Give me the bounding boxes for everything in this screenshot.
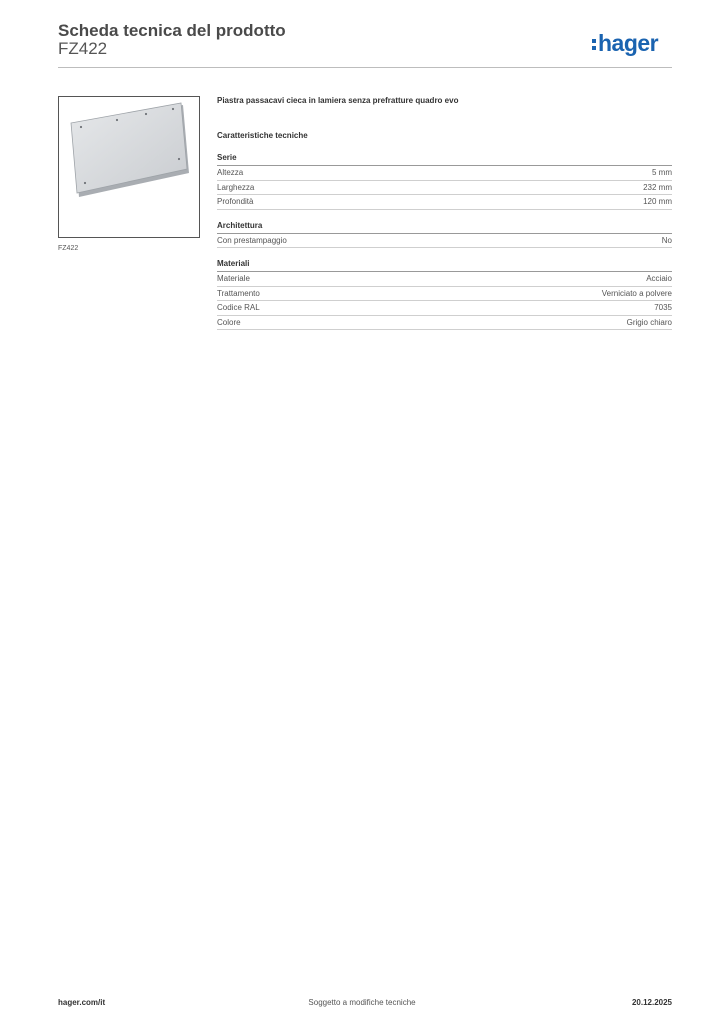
product-code: FZ422 [58,39,108,58]
logo-text: hager [598,29,659,56]
spec-group-materiali [217,259,672,330]
spec-value: 120 mm [643,197,672,206]
spec-row [217,181,672,196]
group-title: Architettura [217,221,672,234]
spec-label: Con prestampaggio [217,235,287,245]
cable-plate-image [59,97,199,237]
footer-website-link[interactable]: hager.com/it [58,998,106,1007]
spec-content [217,96,672,330]
group-title: Materiali [217,259,672,272]
product-image-frame [58,96,200,238]
section-title: Caratteristiche tecniche [217,131,308,140]
spec-value: Grigio chiaro [626,317,672,327]
spec-value: 5 mm [652,168,672,177]
spec-value: Acciaio [646,274,672,283]
spec-value: 232 mm [643,182,672,192]
spec-row [217,166,672,181]
spec-row [217,287,672,302]
spec-value: Verniciato a polvere [601,288,672,298]
spec-row [217,272,672,287]
spec-label: Codice RAL [217,303,260,312]
group-title: Serie [217,153,672,166]
spec-label: Trattamento [217,288,260,298]
hager-logo [592,28,658,58]
spec-row [217,301,672,316]
spec-label: Colore [217,317,241,327]
spec-value: No [661,235,672,245]
spec-label: Altezza [217,168,244,177]
header-divider [58,67,672,68]
spec-label: Larghezza [217,182,255,192]
logo-dots-icon [592,39,596,50]
spec-label: Profondità [217,197,254,206]
product-description: Piastra passacavi cieca in lamiera senza prefratture quadro evo [217,96,459,105]
spec-row [217,234,672,249]
footer-date: 20.12.2025 [631,998,672,1007]
image-caption: FZ422 [58,245,79,252]
page-title: Scheda tecnica del prodotto [58,21,286,40]
spec-row [217,316,672,331]
footer-note: Soggetto a modifiche tecniche [308,998,416,1007]
spec-row [217,195,672,210]
spec-label: Materiale [217,274,250,283]
spec-value: 7035 [654,303,672,312]
spec-group-architettura [217,221,672,249]
spec-group-serie [217,153,672,210]
